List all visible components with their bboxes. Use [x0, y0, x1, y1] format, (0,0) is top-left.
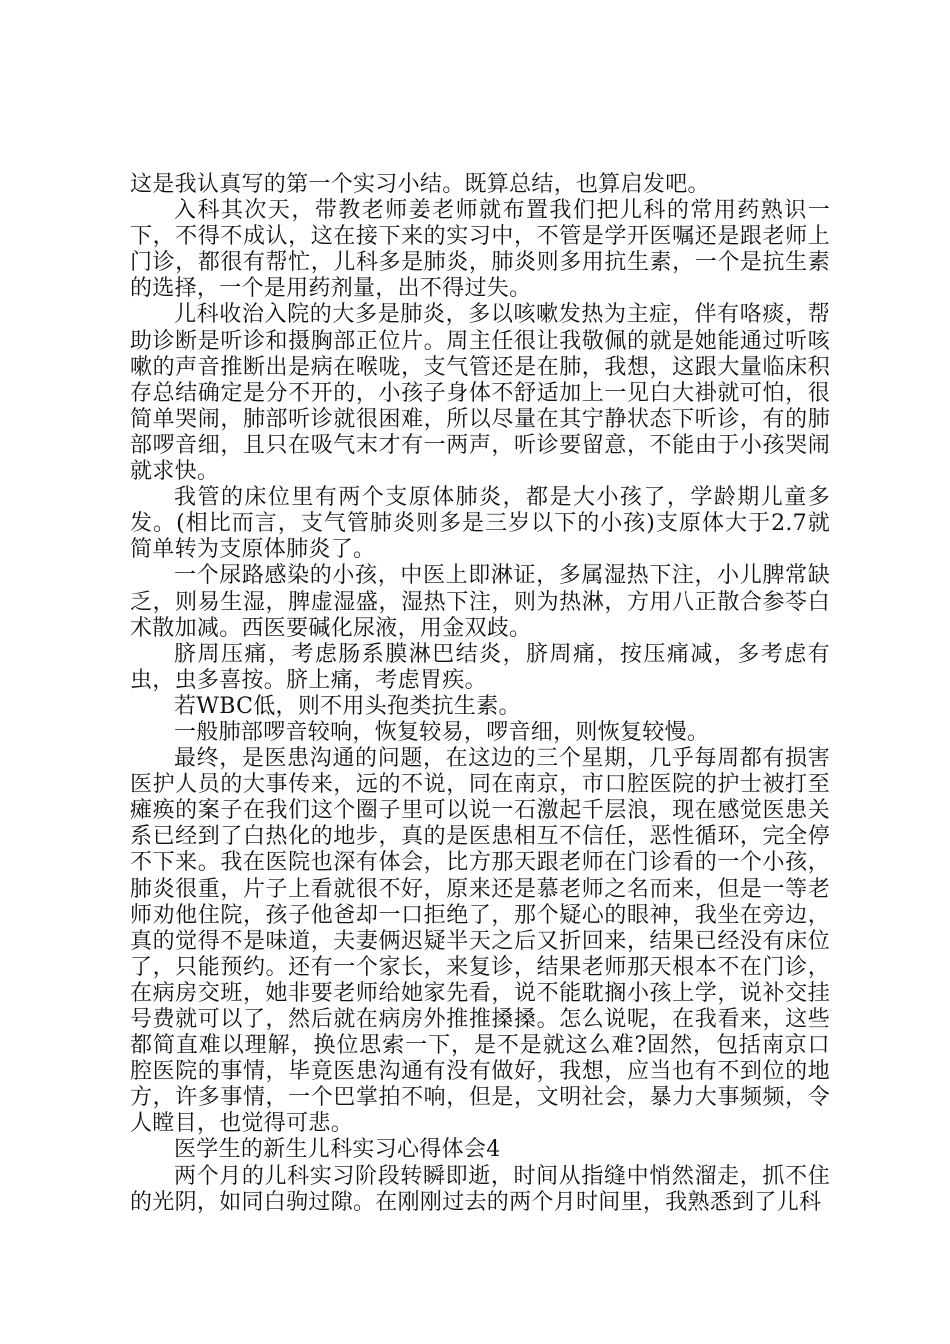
paragraph-doctor-patient: 最终，是医患沟通的问题，在这边的三个星期，几乎每周都有损害医护人员的大事传来，远的不说，同在南京，市口腔医院的护士被打至瘫痪的案子在我们这个圈子里可以说一石激起千层浪，现在感觉医患关系已经到了白热化的地步，真的是医患相互不信任，恶性循环，完全停不下来。我在医院也深有体会，比方那天跟老师在门诊看的一个小孩，肺炎很重，片子上看就很不好，原来还是慕老师之名而来，但是一等老师劝他住院，孩子他爸却一口拒绝了，那个疑心的眼神，我坐在旁边，真的觉得不是味道，夫妻俩迟疑半天之后又折回来，结果已经没有床位了，只能预约。还有一个家长，来复诊，结果老师那天根本不在门诊，在病房交班，她非要老师给她家先看，说不能耽搁小孩上学，说补交挂号费就可以了，然后就在病房外推推搡搡。怎么说呢，在我看来，这些都简直难以理解，换位思索一下，是不是就这么难?固然，包括南京口腔医院的事情，毕竟医患沟通有没有做好，我想，应当也有不到位的地方，许多事情，一个巴掌拍不响，但是，文明社会，暴力大事频频，令人瞠目，也觉得可悲。 — [130, 746, 830, 1137]
paragraph-rales: 一般肺部啰音较响，恢复较易，啰音细，则恢复较慢。 — [174, 719, 710, 745]
paragraph-urinary-infection: 一个尿路感染的小孩，中医上即淋证，多属湿热下注，小儿脾常缺乏，则易生湿，脾虚湿盛，湿热下注，则为热淋，方用八正散合参苓白术散加减。西医要碱化尿液，用金双歧。 — [130, 563, 830, 641]
paragraph-intro: 这是我认真写的第一个实习小结。既算总结，也算启发吧。 — [130, 172, 710, 197]
paragraph-two-months: 两个月的儿科实习阶段转瞬即逝，时间从指缝中悄然溜走，抓不住的光阴，如同白驹过隙。在刚刚过去的两个月时间里，我熟悉到了儿科 — [130, 1163, 830, 1215]
document-page — [130, 172, 830, 1216]
paragraph-wbc: 若WBC低，则不用头孢类抗生素。 — [174, 693, 521, 719]
paragraph-pneumonia-diagnosis: 儿科收治入院的大多是肺炎，多以咳嗽发热为主症，伴有咯痰，帮助诊断是听诊和摄胸部正位片。周主任很让我敬佩的就是她能通过听咳嗽的声音推断出是病在喉咙，支气管还是在肺，我想，这跟大量临床积存总结确定是分不开的，小孩子身体不舒适加上一见白大褂就可怕，很简单哭闹，肺部听诊就很困难，所以尽量在其宁静状态下听诊，有的肺部啰音细，且只在吸气末才有一两声，听诊要留意，不能由于小孩哭闹就求快。 — [130, 302, 830, 485]
section-heading: 医学生的新生儿科实习心得体会4 — [174, 1137, 501, 1163]
paragraph-abdominal-pain: 脐周压痛，考虑肠系膜淋巴结炎，脐周痛，按压痛减，多考虑有虫，虫多喜按。脐上痛，考虑胃疾。 — [130, 641, 830, 693]
paragraph-common-drugs: 入科其次天，带教老师姜老师就布置我们把儿科的常用药熟识一下，不得不成认，这在接下来的实习中，不管是学开医嘱还是跟老师上门诊，都很有帮忙，儿科多是肺炎，肺炎则多用抗生素，一个是抗生素的选择，一个是用药剂量，出不得过失。 — [130, 198, 830, 302]
paragraph-mycoplasma: 我管的床位里有两个支原体肺炎，都是大小孩了，学龄期儿童多发。(相比而言，支气管肺炎则多是三岁以下的小孩)支原体大于2.7就简单转为支原体肺炎了。 — [130, 485, 830, 563]
